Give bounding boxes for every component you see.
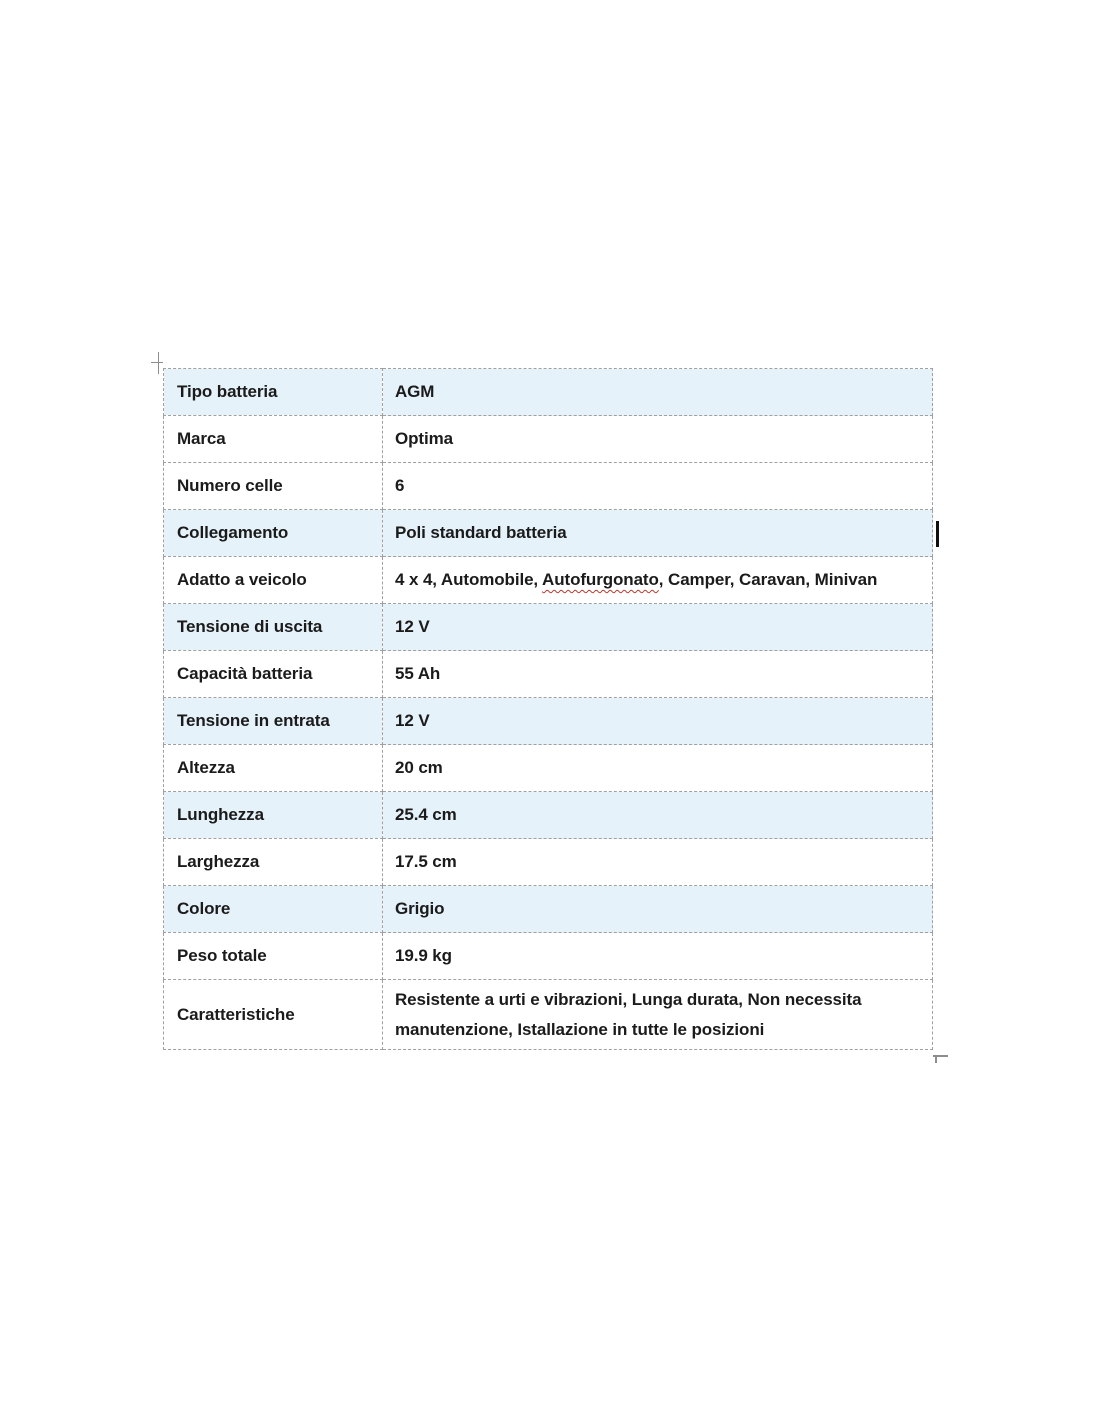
spec-value-cell[interactable]: 6 — [383, 463, 933, 510]
spec-value-cell[interactable]: 19.9 kg — [383, 933, 933, 980]
spec-label-cell[interactable]: Altezza — [164, 745, 383, 792]
table-row — [164, 933, 933, 980]
spec-label-cell[interactable]: Marca — [164, 416, 383, 463]
spec-label-cell[interactable]: Adatto a veicolo — [164, 557, 383, 604]
value-text: , Camper, Caravan, Minivan — [658, 570, 878, 589]
value-text: 4 x 4, Automobile, — [395, 570, 543, 589]
table-row — [164, 980, 933, 1050]
spec-value-cell[interactable]: Optima — [383, 416, 933, 463]
table-row — [164, 698, 933, 745]
spec-label-cell[interactable]: Peso totale — [164, 933, 383, 980]
table-corner-mark-top-left — [151, 362, 163, 363]
table-row — [164, 886, 933, 933]
spec-label-cell[interactable]: Larghezza — [164, 839, 383, 886]
spec-value-cell[interactable] — [383, 557, 933, 604]
spec-value-cell[interactable]: AGM — [383, 369, 933, 416]
spec-label-cell[interactable]: Tensione di uscita — [164, 604, 383, 651]
table-row — [164, 463, 933, 510]
misspelled-word: Autofurgonato — [542, 570, 659, 589]
spec-value-cell[interactable]: Poli standard batteria — [383, 510, 933, 557]
table-row — [164, 510, 933, 557]
spec-value-cell[interactable]: 25.4 cm — [383, 792, 933, 839]
spec-value-cell[interactable]: 12 V — [383, 698, 933, 745]
table-row — [164, 557, 933, 604]
spec-label-cell[interactable]: Caratteristiche — [164, 980, 383, 1050]
text-cursor — [936, 521, 939, 547]
spec-value-cell[interactable]: Grigio — [383, 886, 933, 933]
spec-label-cell[interactable]: Numero celle — [164, 463, 383, 510]
battery-spec-table — [163, 368, 933, 1050]
table-row — [164, 745, 933, 792]
spec-value-cell[interactable]: 17.5 cm — [383, 839, 933, 886]
spec-label-cell[interactable]: Collegamento — [164, 510, 383, 557]
spec-label-cell[interactable]: Lunghezza — [164, 792, 383, 839]
spec-value-cell[interactable]: Resistente a urti e vibrazioni, Lunga durata, Non necessita manutenzione, Istallazione in tutte le posizioni — [383, 980, 933, 1050]
spec-label-cell[interactable]: Capacità batteria — [164, 651, 383, 698]
spec-value-cell[interactable]: 55 Ah — [383, 651, 933, 698]
spec-label-cell[interactable]: Colore — [164, 886, 383, 933]
spec-value-cell[interactable]: 20 cm — [383, 745, 933, 792]
spec-label-cell[interactable]: Tensione in entrata — [164, 698, 383, 745]
table-row — [164, 792, 933, 839]
spec-value-cell[interactable]: 12 V — [383, 604, 933, 651]
table-row — [164, 369, 933, 416]
table-row — [164, 604, 933, 651]
table-row — [164, 839, 933, 886]
table-corner-mark-top-left — [158, 352, 159, 374]
spec-label-cell[interactable]: Tipo batteria — [164, 369, 383, 416]
table-row — [164, 651, 933, 698]
table-resize-handle-bottom-right[interactable] — [935, 1055, 937, 1063]
table-row — [164, 416, 933, 463]
